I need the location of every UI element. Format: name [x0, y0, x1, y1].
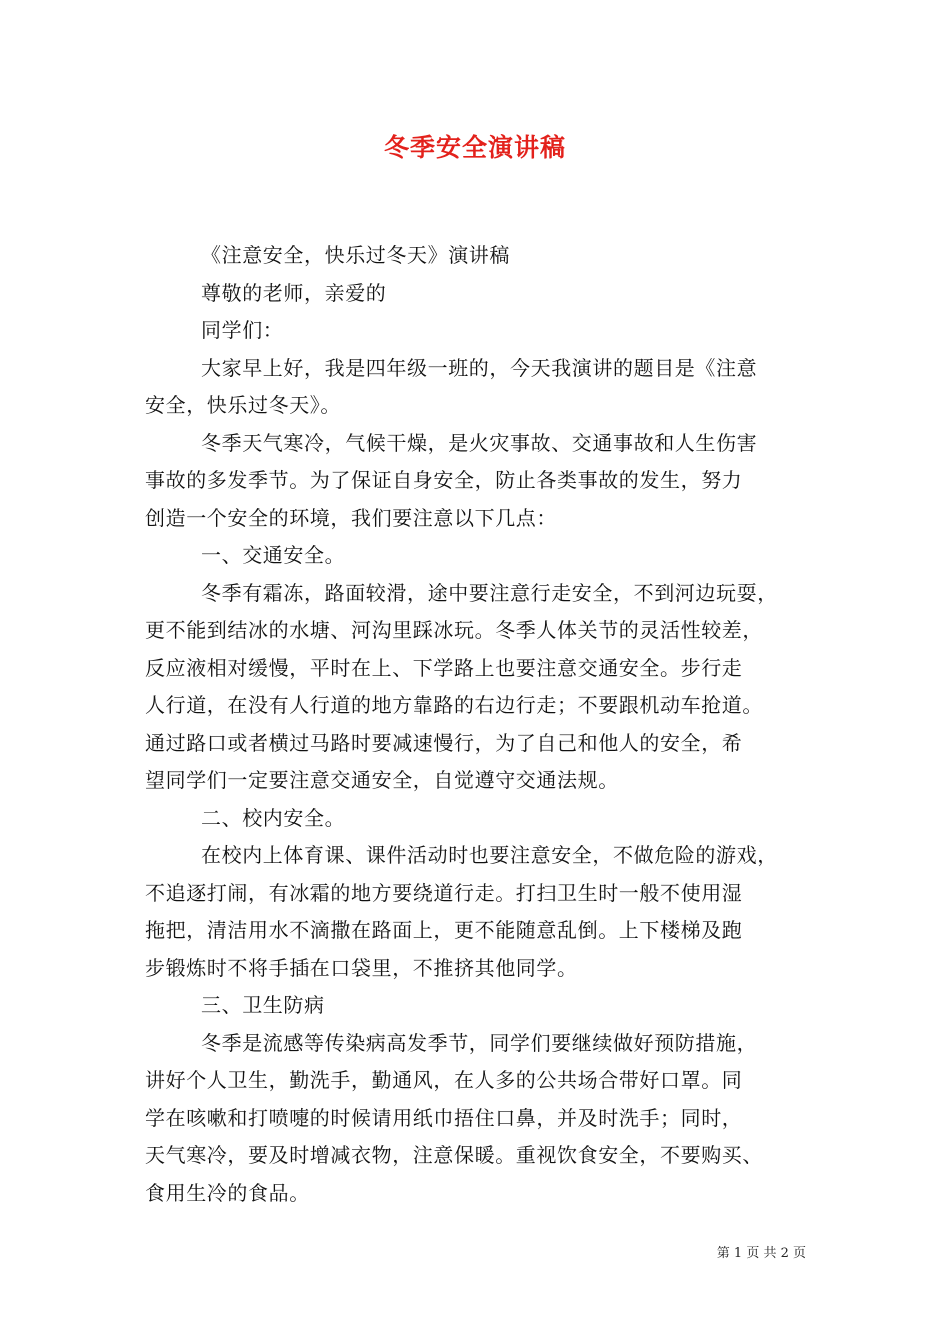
paragraph-line: 创造一个安全的环境，我们要注意以下几点：: [145, 505, 557, 530]
section-heading: 二、校内安全。: [201, 805, 346, 830]
paragraph-line: 《注意安全，快乐过冬天》演讲稿: [201, 243, 510, 267]
paragraph-line: 不追逐打闹，有冰霜的地方要绕道行走。打扫卫生时一般不使用湿: [145, 880, 743, 905]
paragraph-line: 食用生冷的食品。: [145, 1180, 310, 1205]
paragraph-line: 通过路口或者横过马路时要减速慢行，为了自己和他人的安全，希: [145, 730, 743, 755]
document-title: 冬季安全演讲稿: [383, 133, 566, 162]
section-heading: 一、交通安全。: [201, 543, 346, 567]
paragraph-line: 学在咳嗽和打喷嚏的时候请用纸巾捂住口鼻，并及时洗手；同时，: [145, 1105, 743, 1130]
paragraph-line: 步锻炼时不将手插在口袋里，不推挤其他同学。: [145, 955, 578, 980]
paragraph-line: 安全，快乐过冬天》。: [145, 393, 341, 417]
paragraph-line: 讲好个人卫生，勤洗手，勤通风，在人多的公共场合带好口罩。同: [145, 1068, 743, 1092]
paragraph-line: 更不能到结冰的水塘、河沟里踩冰玩。冬季人体关节的灵活性较差，: [145, 618, 763, 642]
paragraph-line: 在校内上体育课、课件活动时也要注意安全，不做危险的游戏，: [201, 843, 778, 867]
paragraph-line: 大家早上好，我是四年级一班的，今天我演讲的题目是《注意: [201, 355, 758, 380]
paragraph-line: 事故的多发季节。为了保证自身安全，防止各类事故的发生，努力: [145, 468, 743, 492]
paragraph-line: 望同学们一定要注意交通安全，自觉遵守交通法规。: [145, 768, 619, 792]
page-number: 第 1 页 共 2 页: [716, 1246, 806, 1261]
paragraph-line: 尊敬的老师，亲爱的: [201, 280, 387, 305]
paragraph-line: 天气寒冷，要及时增减衣物，注意保暖。重视饮食安全，不要购买、: [145, 1143, 763, 1167]
paragraph-line: 反应液相对缓慢，平时在上、下学路上也要注意交通安全。步行走: [145, 655, 743, 680]
paragraph-line: 冬季有霜冻，路面较滑，途中要注意行走安全，不到河边玩耍，: [201, 580, 778, 605]
paragraph-line: 冬季天气寒冷，气候干燥，是火灾事故、交通事故和人生伤害: [201, 430, 758, 455]
document-body: [145, 237, 825, 1212]
paragraph-line: 同学们：: [201, 318, 284, 342]
paragraph-line: 冬季是流感等传染病高发季节，同学们要继续做好预防措施，: [201, 1030, 758, 1055]
paragraph-line: 人行道，在没有人行道的地方靠路的右边行走；不要跟机动车抢道。: [145, 693, 763, 717]
section-heading: 三、卫生防病: [201, 993, 325, 1017]
paragraph-line: 拖把，清洁用水不滴撒在路面上，更不能随意乱倒。上下楼梯及跑: [145, 918, 743, 942]
